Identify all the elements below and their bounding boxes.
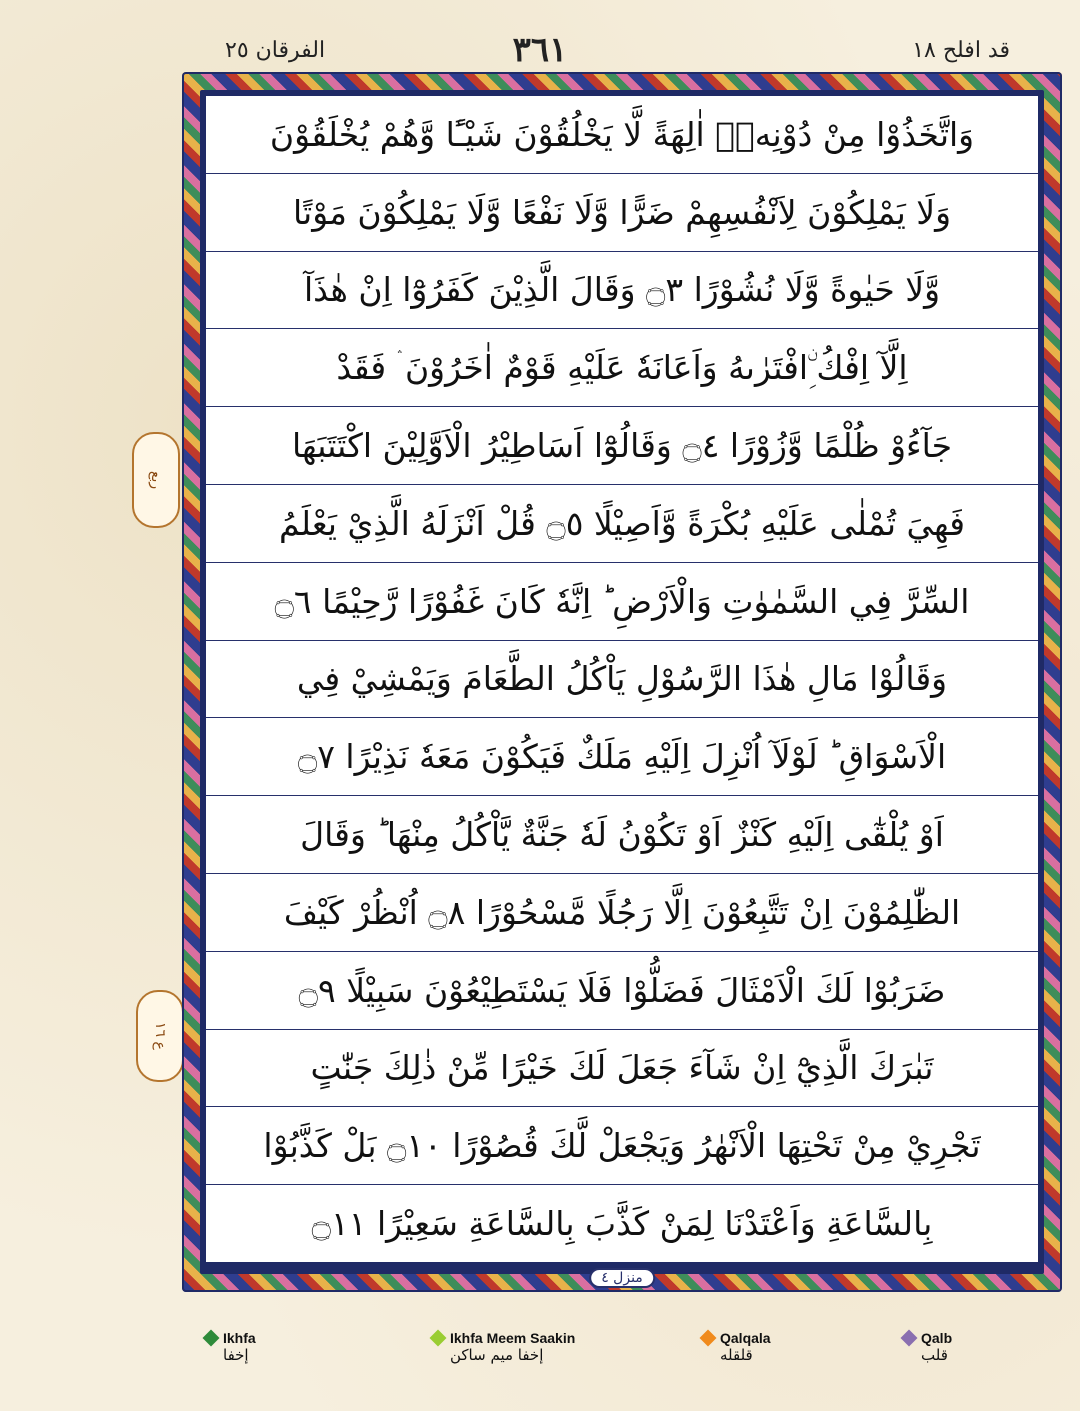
juz-header: قد افلح ١٨ <box>912 38 1010 63</box>
legend-label-ur: إخفا <box>223 1346 249 1364</box>
text-line-15: بِالسَّاعَةِ وَاَعْتَدْنَا لِمَنْ كَذَّبَ بِالسَّاعَةِ سَعِيْرًا ۝١١ <box>311 1204 933 1244</box>
legend-label-ur: إخفا ميم ساكن <box>450 1346 544 1364</box>
legend-qalb <box>903 1330 952 1364</box>
text-line-12: ضَرَبُوْا لَكَ الْاَمْثَالَ فَضَلُّوْا فَلَا يَسْتَطِيْعُوْنَ سَبِيْلًا ۝٩ <box>206 952 1038 1030</box>
legend-ikhfa <box>205 1330 256 1364</box>
page-number: ٣٦١ <box>512 30 568 70</box>
text-line-14: تَجْرِيْ مِنْ تَحْتِهَا الْاَنْهٰرُ وَيَجْعَلْ لَّكَ قُصُوْرًا ۝١٠ بَلْ كَذَّبُوْا <box>206 1107 1038 1185</box>
legend-label-ur: قلقله <box>720 1346 753 1364</box>
ruku-marker-top: ربع <box>132 432 180 528</box>
text-line-2: وَلَا يَمْلِكُوْنَ لِاَنْفُسِهِمْ ضَرًّا وَّلَا نَفْعًا وَّلَا يَمْلِكُوْنَ مَوْتًا <box>206 174 1038 252</box>
legend-qalqala <box>702 1330 771 1364</box>
text-line-13: تَبٰرَكَ الَّذِيْٓ اِنْ شَآءَ جَعَلَ لَكَ خَيْرًا مِّنْ ذٰلِكَ جَنّٰتٍ <box>206 1030 1038 1108</box>
legend-label-ur: قلب <box>921 1346 948 1364</box>
diamond-icon <box>203 1330 220 1347</box>
legend-label-en: Ikhfa <box>223 1330 256 1346</box>
text-line-10: اَوْ يُلْقٰٓى اِلَيْهِ كَنْزٌ اَوْ تَكُوْنُ لَهٗ جَنَّةٌ يَّاْكُلُ مِنْهَا ؕ وَقَالَ <box>206 796 1038 874</box>
text-line-8: وَقَالُوْا مَالِ هٰذَا الرَّسُوْلِ يَاْكُلُ الطَّعَامَ وَيَمْشِيْ فِي <box>206 641 1038 719</box>
legend-label-en: Qalqala <box>720 1330 771 1346</box>
text-line-1: وَاتَّخَذُوْا مِنْ دُوْنِهٖۤ اٰلِهَةً لَّا يَخْلُقُوْنَ شَيْـًٔا وَّهُمْ يُخْلَقُوْنَ <box>206 96 1038 174</box>
diamond-icon <box>901 1330 918 1347</box>
surah-header: الفرقان ٢٥ <box>225 38 326 63</box>
ruku-marker-bottom: ع ١٦ <box>136 990 184 1082</box>
manzil-label: منزل ٤ <box>589 1268 655 1288</box>
text-line-11: الظّٰلِمُوْنَ اِنْ تَتَّبِعُوْنَ اِلَّا رَجُلًا مَّسْحُوْرًا ۝٨ اُنْظُرْ كَيْفَ <box>206 874 1038 952</box>
text-line-7: السِّرَّ فِي السَّمٰوٰتِ وَالْاَرْضِ ؕ اِنَّهٗ كَانَ غَفُوْرًا رَّحِيْمًا ۝٦ <box>206 563 1038 641</box>
legend-label-en: Ikhfa Meem Saakin <box>450 1330 576 1346</box>
text-line-5: جَآءُوْ ظُلْمًا وَّزُوْرًا ۝٤ وَقَالُوْٓا اَسَاطِيْرُ الْاَوَّلِيْنَ اكْتَتَبَهَا <box>206 407 1038 485</box>
text-line-6: فَهِيَ تُمْلٰى عَلَيْهِ بُكْرَةً وَّاَصِيْلًا ۝٥ قُلْ اَنْزَلَهُ الَّذِيْ يَعْلَمُ <box>206 485 1038 563</box>
legend-ikhfa-meem-saakin <box>432 1330 575 1364</box>
diamond-icon <box>430 1330 447 1347</box>
text-line-3: وَّلَا حَيٰوةً وَّلَا نُشُوْرًا ۝٣ وَقَالَ الَّذِيْنَ كَفَرُوْٓا اِنْ هٰذَآ <box>206 252 1038 330</box>
diamond-icon <box>700 1330 717 1347</box>
text-line-4: اِلَّآ اِفْكُ ِۨافْتَرٰىهُ وَاَعَانَهٗ عَلَيْهِ قَوْمٌ اٰخَرُوْنَ ۛ فَقَدْ <box>206 329 1038 407</box>
quran-text-panel <box>206 96 1038 1262</box>
legend-label-en: Qalb <box>921 1330 953 1346</box>
text-line-9: الْاَسْوَاقِ ؕ لَوْلَآ اُنْزِلَ اِلَيْهِ مَلَكٌ فَيَكُوْنَ مَعَهٗ نَذِيْرًا ۝٧ <box>206 718 1038 796</box>
ornamental-frame <box>182 72 1062 1292</box>
